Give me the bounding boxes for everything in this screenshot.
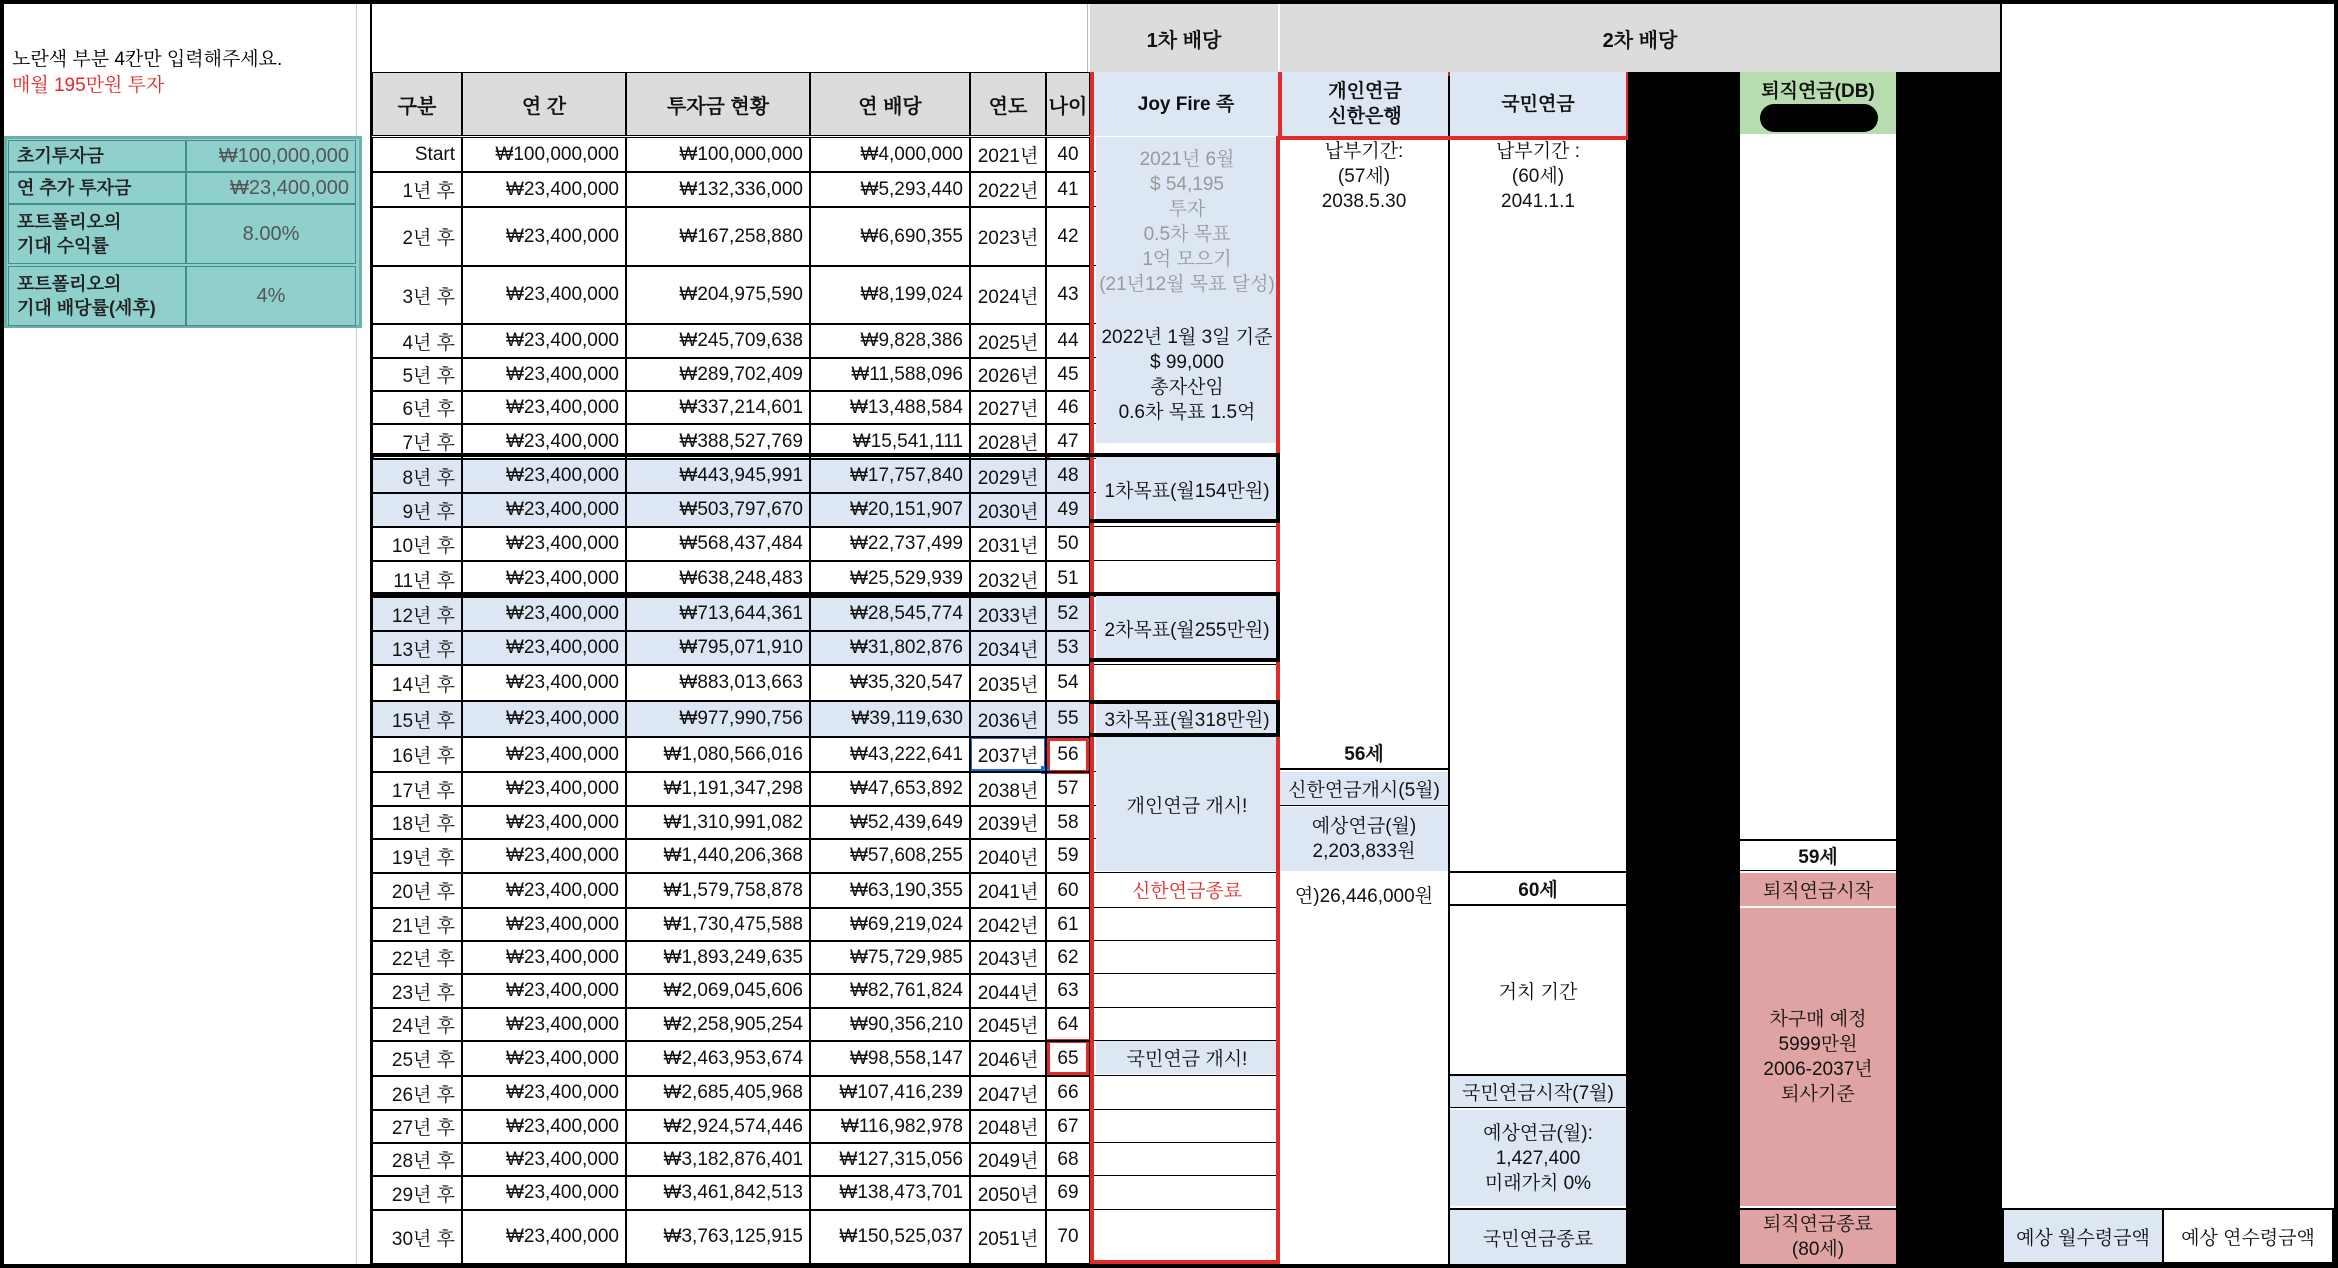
table-cell-gubun[interactable]: 13년 후 — [372, 631, 462, 665]
table-cell-gubun[interactable]: 20년 후 — [372, 873, 462, 908]
table-cell-invest[interactable]: ₩100,000,000 — [626, 137, 810, 172]
table-cell-age[interactable]: 58 — [1046, 806, 1090, 839]
table-cell-annual[interactable]: ₩23,400,000 — [462, 1176, 626, 1210]
table-cell-year[interactable]: 2039년 — [970, 806, 1046, 839]
table-cell-dividend[interactable]: ₩150,525,037 — [810, 1210, 970, 1264]
table-cell-age[interactable]: 54 — [1046, 665, 1090, 701]
table-cell-annual[interactable]: ₩23,400,000 — [462, 631, 626, 665]
table-cell-annual[interactable]: ₩23,400,000 — [462, 266, 626, 324]
table-cell-annual[interactable]: ₩23,400,000 — [462, 974, 626, 1008]
table-cell-invest[interactable]: ₩1,191,347,298 — [626, 772, 810, 806]
table-cell-year[interactable]: 2032년 — [970, 561, 1046, 597]
table-cell-annual[interactable]: ₩23,400,000 — [462, 358, 626, 391]
table-cell-annual[interactable]: ₩23,400,000 — [462, 493, 626, 527]
table-cell-dividend[interactable]: ₩28,545,774 — [810, 597, 970, 631]
table-cell-year[interactable]: 2041년 — [970, 873, 1046, 908]
table-cell-dividend[interactable]: ₩15,541,111 — [810, 424, 970, 459]
table-cell-invest[interactable]: ₩883,013,663 — [626, 665, 810, 701]
personal-pension-period: 납부기간: (57세) 2038.5.30 — [1321, 141, 1407, 212]
table-cell-annual[interactable]: ₩23,400,000 — [462, 324, 626, 358]
table-cell-dividend[interactable]: ₩69,219,024 — [810, 908, 970, 941]
table-cell-age[interactable]: 48 — [1046, 459, 1090, 493]
table-cell-dividend[interactable]: ₩35,320,547 — [810, 665, 970, 701]
param-label: 초기투자금 — [8, 140, 186, 172]
table-cell-age[interactable]: 42 — [1046, 207, 1090, 266]
table-cell-year[interactable]: 2050년 — [970, 1176, 1046, 1210]
table-cell-dividend[interactable]: ₩13,488,584 — [810, 391, 970, 424]
table-cell-age[interactable]: 49 — [1046, 493, 1090, 527]
table-cell-invest[interactable]: ₩443,945,991 — [626, 459, 810, 493]
table-cell-year[interactable]: 2030년 — [970, 493, 1046, 527]
column-header-national: 국민연금 — [1450, 72, 1626, 136]
table-cell-age[interactable]: 53 — [1046, 631, 1090, 665]
joyfire-cell[interactable] — [1094, 1210, 1278, 1264]
table-cell-dividend[interactable]: ₩22,737,499 — [810, 527, 970, 561]
table-cell-invest[interactable]: ₩3,182,876,401 — [626, 1143, 810, 1176]
national-pension-start: 국민연금시작(7월) — [1450, 1074, 1626, 1108]
param-label: 포트폴리오의 기대 배당률(세후) — [8, 266, 186, 326]
table-cell-invest[interactable]: ₩638,248,483 — [626, 561, 810, 597]
table-cell-gubun[interactable]: 17년 후 — [372, 772, 462, 806]
table-cell-dividend[interactable]: ₩6,690,355 — [810, 207, 970, 266]
table-cell-annual[interactable]: ₩23,400,000 — [462, 737, 626, 772]
table-cell-year[interactable]: 2036년 — [970, 701, 1046, 737]
table-cell-annual[interactable]: ₩23,400,000 — [462, 1076, 626, 1110]
table-cell-year[interactable]: 2038년 — [970, 772, 1046, 806]
column-header-annual: 연 간 — [462, 72, 626, 136]
table-cell-age[interactable]: 65 — [1046, 1041, 1090, 1076]
table-cell-year[interactable]: 2033년 — [970, 597, 1046, 631]
table-cell-annual[interactable]: ₩23,400,000 — [462, 908, 626, 941]
joyfire-cell[interactable] — [1094, 1143, 1278, 1176]
table-cell-annual[interactable]: ₩23,400,000 — [462, 561, 626, 597]
param-value-input[interactable]: ₩23,400,000 — [186, 172, 356, 204]
table-cell-annual[interactable]: ₩23,400,000 — [462, 597, 626, 631]
table-cell-year[interactable]: 2024년 — [970, 266, 1046, 324]
table-cell-invest[interactable]: ₩1,893,249,635 — [626, 941, 810, 974]
table-cell-invest[interactable]: ₩713,644,361 — [626, 597, 810, 631]
column-header-personal: 개인연금 신한은행 — [1282, 72, 1448, 136]
table-cell-year[interactable]: 2051년 — [970, 1210, 1046, 1264]
table-cell-invest[interactable]: ₩2,685,405,968 — [626, 1076, 810, 1110]
table-cell-invest[interactable]: ₩1,579,758,878 — [626, 873, 810, 908]
table-cell-age[interactable]: 43 — [1046, 266, 1090, 324]
table-cell-gubun[interactable]: 27년 후 — [372, 1110, 462, 1143]
table-cell-dividend[interactable]: ₩75,729,985 — [810, 941, 970, 974]
table-cell-annual[interactable]: ₩23,400,000 — [462, 1143, 626, 1176]
table-cell-age[interactable]: 60 — [1046, 873, 1090, 908]
table-cell-annual[interactable]: ₩23,400,000 — [462, 172, 626, 207]
table-cell-year[interactable]: 2037년 — [970, 737, 1046, 772]
table-cell-gubun[interactable]: 18년 후 — [372, 806, 462, 839]
table-cell-age[interactable]: 50 — [1046, 527, 1090, 561]
table-cell-invest[interactable]: ₩3,763,125,915 — [626, 1210, 810, 1264]
personal-expected-monthly: 예상연금(월) 2,203,833원 — [1280, 807, 1448, 871]
table-cell-year[interactable]: 2049년 — [970, 1143, 1046, 1176]
table-cell-age[interactable]: 59 — [1046, 839, 1090, 873]
header-blank — [370, 4, 1088, 72]
table-cell-year[interactable]: 2026년 — [970, 358, 1046, 391]
table-cell-dividend[interactable]: ₩9,828,386 — [810, 324, 970, 358]
table-cell-year[interactable]: 2028년 — [970, 424, 1046, 459]
table-cell-year[interactable]: 2031년 — [970, 527, 1046, 561]
table-cell-invest[interactable]: ₩1,310,991,082 — [626, 806, 810, 839]
table-cell-invest[interactable]: ₩3,461,842,513 — [626, 1176, 810, 1210]
table-cell-age[interactable]: 45 — [1046, 358, 1090, 391]
table-cell-invest[interactable]: ₩167,258,880 — [626, 207, 810, 266]
table-cell-age[interactable]: 51 — [1046, 561, 1090, 597]
table-cell-year[interactable]: 2025년 — [970, 324, 1046, 358]
table-cell-annual[interactable]: ₩23,400,000 — [462, 459, 626, 493]
table-cell-invest[interactable]: ₩977,990,756 — [626, 701, 810, 737]
table-cell-dividend[interactable]: ₩43,222,641 — [810, 737, 970, 772]
second-dividend-header: 2차 배당 — [1280, 4, 2000, 72]
table-cell-dividend[interactable]: ₩11,588,096 — [810, 358, 970, 391]
table-cell-gubun[interactable]: 19년 후 — [372, 839, 462, 873]
table-cell-dividend[interactable]: ₩4,000,000 — [810, 137, 970, 172]
table-cell-age[interactable]: 67 — [1046, 1110, 1090, 1143]
right-divider — [2000, 4, 2002, 1264]
table-cell-age[interactable]: 61 — [1046, 908, 1090, 941]
table-cell-dividend[interactable]: ₩90,356,210 — [810, 1008, 970, 1041]
table-cell-gubun[interactable]: 10년 후 — [372, 527, 462, 561]
table-cell-invest[interactable]: ₩795,071,910 — [626, 631, 810, 665]
table-cell-dividend[interactable]: ₩17,757,840 — [810, 459, 970, 493]
table-cell-invest[interactable]: ₩2,069,045,606 — [626, 974, 810, 1008]
table-cell-annual[interactable]: ₩23,400,000 — [462, 1110, 626, 1143]
personal-expected-yearly: 연)26,446,000원 — [1294, 885, 1434, 907]
param-value-input[interactable]: 4% — [186, 266, 356, 326]
table-cell-annual[interactable]: ₩23,400,000 — [462, 207, 626, 266]
table-cell-invest[interactable]: ₩1,080,566,016 — [626, 737, 810, 772]
table-cell-age[interactable]: 68 — [1046, 1143, 1090, 1176]
table-cell-invest[interactable]: ₩289,702,409 — [626, 358, 810, 391]
national-pension-start-note: 국민연금 개시! — [1096, 1041, 1278, 1074]
param-label: 포트폴리오의 기대 수익률 — [8, 204, 186, 264]
table-cell-gubun[interactable]: 29년 후 — [372, 1176, 462, 1210]
table-cell-year[interactable]: 2045년 — [970, 1008, 1046, 1041]
retire-plan: 차구매 예정 5999만원 2006-2037년 퇴사기준 — [1740, 908, 1896, 1206]
table-cell-annual[interactable]: ₩23,400,000 — [462, 1041, 626, 1076]
shinhan-pension-end: 신한연금종료 — [1131, 881, 1243, 902]
param-value-input[interactable]: ₩100,000,000 — [186, 140, 356, 172]
retire-pension-start: 퇴직연금시작 — [1740, 873, 1896, 906]
joyfire-cell[interactable] — [1094, 561, 1278, 597]
joyfire-cell[interactable] — [1094, 1176, 1278, 1210]
column-header-year: 연도 — [970, 72, 1046, 136]
table-cell-invest[interactable]: ₩132,336,000 — [626, 172, 810, 207]
table-cell-age[interactable]: 63 — [1046, 974, 1090, 1008]
table-cell-year[interactable]: 2021년 — [970, 137, 1046, 172]
instruction-note: 노란색 부분 4칸만 입력해주세요. — [12, 49, 283, 70]
param-value-input[interactable]: 8.00% — [186, 204, 356, 264]
column-header-age: 나이 — [1046, 72, 1090, 136]
table-cell-annual[interactable]: ₩23,400,000 — [462, 772, 626, 806]
table-cell-dividend[interactable]: ₩116,982,978 — [810, 1110, 970, 1143]
table-cell-gubun[interactable]: 30년 후 — [372, 1210, 462, 1264]
table-cell-age[interactable]: 64 — [1046, 1008, 1090, 1041]
table-cell-age[interactable]: 46 — [1046, 391, 1090, 424]
table-cell-dividend[interactable]: ₩52,439,649 — [810, 806, 970, 839]
table-cell-dividend[interactable]: ₩20,151,907 — [810, 493, 970, 527]
table-cell-annual[interactable]: ₩100,000,000 — [462, 137, 626, 172]
table-cell-annual[interactable]: ₩23,400,000 — [462, 665, 626, 701]
spreadsheet-canvas — [4, 4, 2334, 1264]
table-cell-age[interactable]: 44 — [1046, 324, 1090, 358]
retire-pension-end: 퇴직연금종료 (80세) — [1740, 1208, 1896, 1264]
table-cell-invest[interactable]: ₩337,214,601 — [626, 391, 810, 424]
table-cell-year[interactable]: 2040년 — [970, 839, 1046, 873]
table-cell-age[interactable]: 66 — [1046, 1076, 1090, 1110]
black-fill-left — [1628, 72, 1740, 1264]
national-pension-end: 국민연금종료 — [1450, 1208, 1626, 1264]
table-cell-gubun[interactable]: 11년 후 — [372, 561, 462, 597]
personal-age-56: 56세 — [1280, 737, 1448, 770]
table-cell-age[interactable]: 55 — [1046, 701, 1090, 737]
table-cell-gubun[interactable]: 26년 후 — [372, 1076, 462, 1110]
shinhan-pension-start: 신한연금개시(5월) — [1280, 772, 1448, 806]
param-label: 연 추가 투자금 — [8, 172, 186, 204]
table-cell-gubun[interactable]: 3년 후 — [372, 266, 462, 324]
joyfire-note-first: 2021년 6월 $ 54,195 투자 0.5차 목표 1억 모으기 (21년12월 목표 달성) — [1096, 137, 1278, 307]
table-cell-annual[interactable]: ₩23,400,000 — [462, 941, 626, 974]
joyfire-note-second: 2022년 1월 3일 기준 $ 99,000 총자산임 0.6차 목표 1.5억 — [1096, 307, 1278, 443]
joyfire-cell[interactable] — [1094, 1110, 1278, 1143]
table-cell-dividend[interactable]: ₩57,608,255 — [810, 839, 970, 873]
expected-monthly-cell: 예상 월수령금액 — [2002, 1208, 2164, 1264]
table-cell-gubun[interactable]: 21년 후 — [372, 908, 462, 941]
redacted-pill — [1760, 104, 1878, 132]
retire-header: 퇴직연금(DB) — [1740, 72, 1896, 134]
table-cell-year[interactable]: 2023년 — [970, 207, 1046, 266]
national-expected-monthly: 예상연금(월): 1,427,400 미래가치 0% — [1450, 1110, 1626, 1206]
joyfire-cell[interactable] — [1094, 527, 1278, 561]
table-cell-invest[interactable]: ₩388,527,769 — [626, 424, 810, 459]
table-cell-gubun[interactable]: 24년 후 — [372, 1008, 462, 1041]
table-cell-gubun[interactable]: 23년 후 — [372, 974, 462, 1008]
table-cell-age[interactable]: 41 — [1046, 172, 1090, 207]
table-cell-gubun[interactable]: 7년 후 — [372, 424, 462, 459]
personal-column-edge — [1278, 72, 1280, 1264]
table-cell-annual[interactable]: ₩23,400,000 — [462, 391, 626, 424]
table-cell-age[interactable]: 47 — [1046, 424, 1090, 459]
national-hold-period: 거치 기간 — [1498, 981, 1578, 1003]
table-cell-gubun[interactable]: 4년 후 — [372, 324, 462, 358]
table-cell-annual[interactable]: ₩23,400,000 — [462, 1210, 626, 1264]
monthly-invest-note: 매월 195만원 투자 — [12, 75, 165, 96]
goal-third: 3차목표(월318만원) — [1096, 702, 1278, 735]
table-cell-dividend[interactable]: ₩107,416,239 — [810, 1076, 970, 1110]
table-cell-year[interactable]: 2047년 — [970, 1076, 1046, 1110]
national-pension-period: 납부기간 : (60세) 2041.1.1 — [1496, 141, 1580, 212]
joyfire-cell[interactable] — [1094, 908, 1278, 941]
table-cell-age[interactable]: 40 — [1046, 137, 1090, 172]
table-cell-dividend[interactable]: ₩82,761,824 — [810, 974, 970, 1008]
table-cell-invest[interactable]: ₩245,709,638 — [626, 324, 810, 358]
table-cell-year[interactable]: 2027년 — [970, 391, 1046, 424]
table-cell-dividend[interactable]: ₩127,315,056 — [810, 1143, 970, 1176]
table-cell-year[interactable]: 2048년 — [970, 1110, 1046, 1143]
table-cell-year[interactable]: 2042년 — [970, 908, 1046, 941]
table-cell-gubun[interactable]: 2년 후 — [372, 207, 462, 266]
table-cell-gubun[interactable]: 8년 후 — [372, 459, 462, 493]
table-cell-year[interactable]: 2044년 — [970, 974, 1046, 1008]
table-cell-dividend[interactable]: ₩5,293,440 — [810, 172, 970, 207]
table-cell-invest[interactable]: ₩568,437,484 — [626, 527, 810, 561]
table-cell-gubun[interactable]: 14년 후 — [372, 665, 462, 701]
table-cell-annual[interactable]: ₩23,400,000 — [462, 873, 626, 908]
table-cell-invest[interactable]: ₩2,924,574,446 — [626, 1110, 810, 1143]
goal-second: 2차목표(월255만원) — [1096, 594, 1278, 662]
table-cell-year[interactable]: 2034년 — [970, 631, 1046, 665]
column-header-dividend: 연 배당 — [810, 72, 970, 136]
table-cell-dividend[interactable]: ₩138,473,701 — [810, 1176, 970, 1210]
table-cell-gubun[interactable]: 6년 후 — [372, 391, 462, 424]
table-cell-dividend[interactable]: ₩25,529,939 — [810, 561, 970, 597]
table-cell-year[interactable]: 2035년 — [970, 665, 1046, 701]
joyfire-cell[interactable] — [1094, 941, 1278, 974]
table-cell-dividend[interactable]: ₩98,558,147 — [810, 1041, 970, 1076]
table-cell-gubun[interactable]: 9년 후 — [372, 493, 462, 527]
joyfire-cell[interactable] — [1094, 974, 1278, 1008]
table-cell-dividend[interactable]: ₩8,199,024 — [810, 266, 970, 324]
goal-first: 1차목표(월154만원) — [1096, 455, 1278, 523]
table-cell-invest[interactable]: ₩1,730,475,588 — [626, 908, 810, 941]
table-cell-year[interactable]: 2043년 — [970, 941, 1046, 974]
table-cell-gubun[interactable]: 25년 후 — [372, 1041, 462, 1076]
black-fill-right — [1896, 72, 2000, 1264]
table-left-border — [370, 72, 372, 1264]
column-header-invest: 투자금 현황 — [626, 72, 810, 136]
table-cell-year[interactable]: 2046년 — [970, 1041, 1046, 1076]
table-cell-invest[interactable]: ₩2,258,905,254 — [626, 1008, 810, 1041]
table-cell-annual[interactable]: ₩23,400,000 — [462, 701, 626, 737]
table-cell-gubun[interactable]: 1년 후 — [372, 172, 462, 207]
table-cell-age[interactable]: 56 — [1046, 737, 1090, 772]
table-cell-age[interactable]: 52 — [1046, 597, 1090, 631]
joyfire-cell[interactable] — [1094, 665, 1278, 701]
table-cell-age[interactable]: 57 — [1046, 772, 1090, 806]
expected-yearly-cell: 예상 연수령금액 — [2164, 1208, 2334, 1264]
table-cell-annual[interactable]: ₩23,400,000 — [462, 1008, 626, 1041]
joyfire-cell[interactable] — [1094, 1076, 1278, 1110]
table-cell-gubun[interactable]: 16년 후 — [372, 737, 462, 772]
table-cell-invest[interactable]: ₩204,975,590 — [626, 266, 810, 324]
table-cell-gubun[interactable]: 28년 후 — [372, 1143, 462, 1176]
table-cell-gubun[interactable]: Start — [372, 137, 462, 172]
table-cell-age[interactable]: 70 — [1046, 1210, 1090, 1264]
table-cell-invest[interactable]: ₩503,797,670 — [626, 493, 810, 527]
table-cell-invest[interactable]: ₩1,440,206,368 — [626, 839, 810, 873]
retire-age-59: 59세 — [1740, 839, 1896, 871]
table-cell-annual[interactable]: ₩23,400,000 — [462, 839, 626, 873]
personal-pension-start: 개인연금 개시! — [1096, 737, 1278, 871]
table-cell-year[interactable]: 2029년 — [970, 459, 1046, 493]
national-age-60: 60세 — [1450, 873, 1626, 906]
table-cell-gubun[interactable]: 12년 후 — [372, 597, 462, 631]
table-cell-gubun[interactable]: 22년 후 — [372, 941, 462, 974]
table-cell-annual[interactable]: ₩23,400,000 — [462, 527, 626, 561]
joyfire-cell[interactable] — [1094, 1008, 1278, 1041]
table-cell-invest[interactable]: ₩2,463,953,674 — [626, 1041, 810, 1076]
table-cell-age[interactable]: 69 — [1046, 1176, 1090, 1210]
table-cell-dividend[interactable]: ₩47,653,892 — [810, 772, 970, 806]
table-cell-dividend[interactable]: ₩39,119,630 — [810, 701, 970, 737]
table-cell-dividend[interactable]: ₩31,802,876 — [810, 631, 970, 665]
table-cell-dividend[interactable]: ₩63,190,355 — [810, 873, 970, 908]
column-header-joyfire: Joy Fire 족 — [1094, 72, 1278, 136]
table-cell-gubun[interactable]: 5년 후 — [372, 358, 462, 391]
table-cell-year[interactable]: 2022년 — [970, 172, 1046, 207]
first-dividend-header: 1차 배당 — [1090, 4, 1278, 72]
table-cell-gubun[interactable]: 15년 후 — [372, 701, 462, 737]
table-cell-age[interactable]: 62 — [1046, 941, 1090, 974]
table-cell-annual[interactable]: ₩23,400,000 — [462, 806, 626, 839]
table-cell-annual[interactable]: ₩23,400,000 — [462, 424, 626, 459]
column-header-gubun: 구분 — [372, 72, 462, 136]
